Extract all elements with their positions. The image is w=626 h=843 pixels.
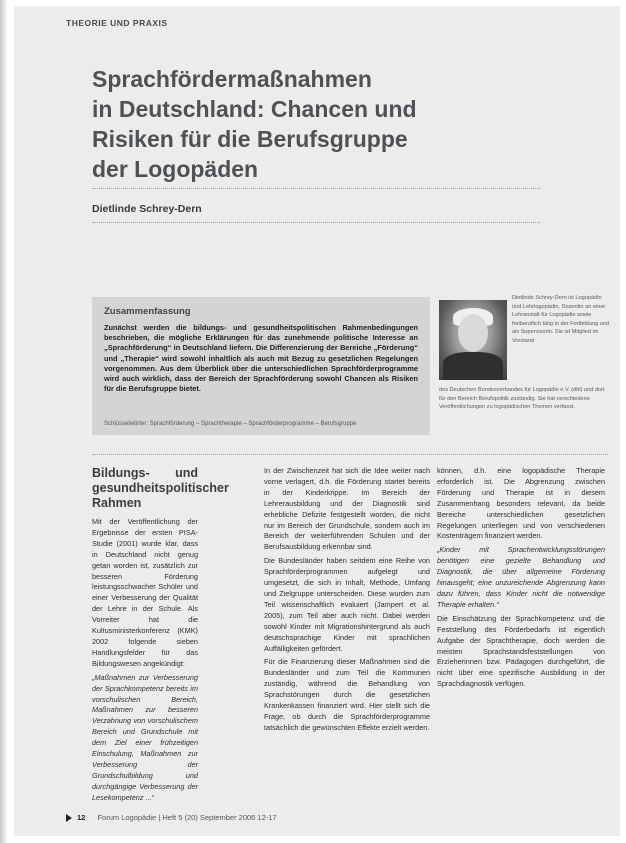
body-paragraph: Die Einschätzung der Sprachkompetenz und die Feststellung des Förderbedarfs ist eigentlich Aufgabe der Sprachtherapie, doch werden die meisten Sprachstandsfeststellungen von Erzieherinnen bzw. Pädagogen durchgeführt, die nicht über eine spezifische Ausbildung in der Sprachdiagnostik verfügen.: [437, 613, 605, 689]
photo-shoulders: [443, 352, 503, 380]
body-paragraph: können, d.h. eine logopädische Therapie erforderlich ist. Die Abgrenzung zwischen Förderung und Therapie ist in diesem Zusammenhang besonders relevant, da beide Bereiche unterschiedlichen gesetzlichen Regelungen unterliegen und von verschiedenen Kostenträgern finanziert werden.: [437, 466, 605, 541]
article-title: [92, 64, 417, 184]
author-photo: [439, 300, 507, 380]
journal-issue: Heft 5 (20) September 2006 12-17: [162, 813, 277, 822]
author-bio-bottom: des Deutschen Bundesverbandes für Logopädie e.V. (dbl) und dort für den Bereich Berufspolitik zuständig. Sie hat verschiedene Veröffentlichungen zu logopädischen Themen verfasst.: [439, 387, 605, 411]
author-name: Dietlinde Schrey-Dern: [92, 203, 202, 215]
photo-face: [458, 314, 488, 352]
column-1: [92, 466, 229, 802]
column-3: [437, 466, 605, 693]
abstract-heading: Zusammenfassung: [104, 306, 191, 317]
divider-body: [92, 454, 608, 455]
section-label: THEORIE UND PRAXIS: [66, 18, 168, 28]
abstract-keywords: Schlüsselwörter: Sprachförderung – Sprachtherapie – Sprachförderprogramme – Berufsgruppe: [104, 421, 357, 427]
title-line: in Deutschland: Chancen und: [92, 96, 417, 122]
abstract-text: Zunächst werden die bildungs- und gesundheitspolitischen Rahmenbedingungen beschrieben, die mögliche Erklärungen für das zunehmende politische Interesse an „Sprachförderung“ in Deutschland liefern. Die Differenzierung der Bereiche „Förderung“ und „Therapie“ wird sowohl inhaltlich als auch mit Bezug zu gesetzlichen Regelungen vorgenommen. Aus dem Überblick über die unterschiedlichen Sprachförderprogramme wird auch wirklich, dass der Bereich der Sprachförderung sowohl Chancen als Risiken für die Berufsgruppe bietet.: [104, 323, 418, 394]
column-2: [264, 466, 430, 737]
journal-name: Forum Logopädie: [97, 813, 157, 822]
footer-triangle-icon: [66, 814, 72, 822]
body-paragraph: In der Zwischenzeit hat sich die Idee weiter nach vorne verlagert, d.h. die Förderung startet bereits in der Kinderkrippe. Im Bereich der Lehrerausbildung und der Diagnostik sind erhebliche Defizite festgestellt worden, die nicht nur im Bereich der Grundschule, sondern auch im Bereich der weiterführenden Schulen und der Berufsausbildung erkennbar sind.: [264, 466, 430, 552]
scan-edge-shadow: [0, 0, 8, 843]
author-bio-side: Dietlinde Schrey-Dern ist Logopädin und Lehrlogopädin, Dozentin an einer Lehranstalt für Logopädie sowie freiberuflich tätig in der Fortbildung und als Supervisorin. Sie ist Mitglied im Vorstand: [512, 295, 610, 344]
divider-top: [92, 188, 540, 189]
title-line: Sprachfördermaßnahmen: [92, 66, 372, 92]
quote-paragraph: „Maßnahmen zur Verbesserung der Sprachkompetenz bereits im vorschulischen Bereich, Maßnahmen zur besseren Verzahnung von vorschulischem Bereich und Grundschule mit dem Ziel einer frühzeitigen Einschulung, Maßnahmen zur Verbesserung der Grundschulbildung und durchgängige Verbesserung der Lesekompetenz ...“: [92, 672, 198, 802]
title-line: der Logopäden: [92, 156, 259, 182]
section-heading: Bildungs- und gesundheitspolitischer Rahmen: [92, 466, 229, 510]
page-number: 12: [77, 813, 86, 822]
quote-paragraph: „Kinder mit Sprachentwicklungsstörungen benötigen eine gezielte Behandlung und Diagnostik, die über allgemeine Förderung hinausgeht; eine unzureichende Abgrenzung kann dazu führen, dass Kinder nicht die notwendige Therapie erhalten.“: [437, 545, 605, 609]
page-footer: 12 Forum Logopädie | Heft 5 (20) September 2006 12-17: [66, 813, 277, 822]
body-paragraph: Die Bundesländer haben seitdem eine Reihe von Sprachförderprogrammen aufgelegt und umgesetzt, die sich in Inhalt, Methode, Umfang und Zielgruppe unterscheiden. Diese wurden zum Teil wissenschaftlich evaluiert (Jampert et al. 2005), zum Teil aber auch nicht. Dabei werden sowohl Kinder mit Migrationshintergrund als auch deutschsprachige Kinder mit sprachlichen Auffälligkeiten gefördert.: [264, 556, 430, 653]
title-line: Risiken für die Berufsgruppe: [92, 126, 408, 152]
abstract-box: [92, 297, 430, 435]
body-paragraph: Mit der Veröffentlichung der Ergebnisse der ersten PISA-Studie (2001) wurde klar, dass in Deutschland nicht genug getan worden ist, zusätzlich zur besseren Förderung leistungsschwacher Schüler und einer Verbesserung der Qualität der Lehre in der Schule. Als Vorreiter hat die Kultusministerkonferenz (KMK) 2002 folgende sieben Handlungsfelder für das Bildungswesen angekündigt:: [92, 517, 198, 668]
divider-author: [92, 222, 540, 223]
body-paragraph: Für die Finanzierung dieser Maßnahmen sind die Bundesländer und zum Teil die Kommunen zuständig, während die Behandlung von Sprachstörungen durch die gesetzlichen Krankenkassen finanziert wird. Hier stellt sich die Frage, ob durch die Sprachförderprogramme tatsächlich die gewünschten Effekte erzielt werden.: [264, 657, 430, 732]
